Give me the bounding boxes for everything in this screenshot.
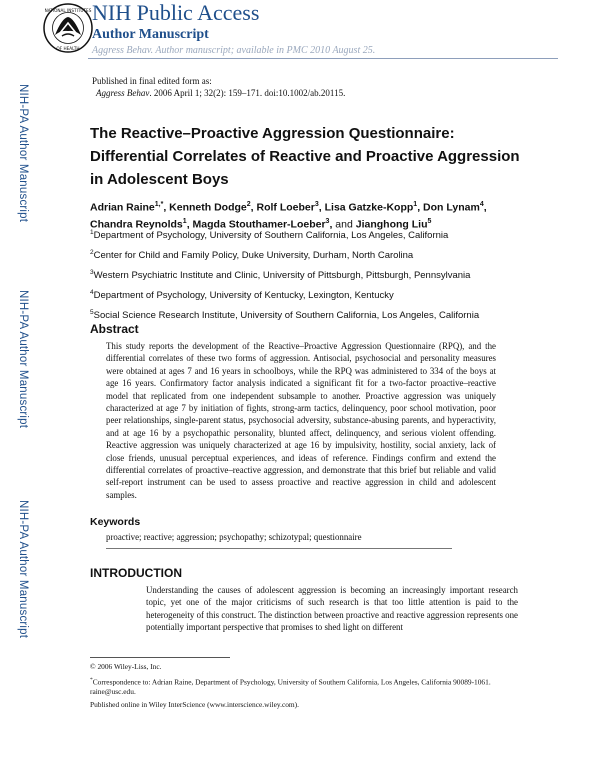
affiliation-num: 2 (90, 249, 94, 256)
author-sup: 1 (182, 217, 187, 225)
footnotes (90, 662, 520, 713)
introduction-text: Understanding the causes of adolescent aggression is becoming an increasingly important research topic, yet one of the major criticisms of such research is that too little attention is paid to the heterogeneity of this construct. The distinction between proactive and reactive aggression represents one potentially important perspective that promises to shed light on different (146, 585, 518, 633)
author-sup: 1,* (154, 201, 164, 208)
correspondence-mark: * (90, 677, 93, 683)
nih-logo-icon (42, 2, 94, 54)
article-title: The Reactive–Proactive Aggression Questionnaire: Differential Correlates of Reactive and Proactive Aggression in Adolescent Boys (90, 125, 520, 188)
sidebar-label: NIH-PA Author Manuscript (17, 84, 29, 223)
authors-and: and (335, 218, 353, 230)
affiliation (90, 305, 560, 325)
affiliation (90, 225, 560, 245)
sidebar-label: NIH-PA Author Manuscript (17, 290, 29, 429)
sidebar-label: NIH-PA Author Manuscript (17, 500, 29, 639)
author-manuscript-label: Author Manuscript (92, 27, 209, 42)
published-online-note: Published online in Wiley InterScience (www.interscience.wiley.com). (90, 700, 299, 710)
keywords-divider (106, 548, 452, 549)
abstract-text: This study reports the development of the Reactive–Proactive Aggression Questionnaire (RPQ), and the differential correlates of these two forms of aggression. Antisocial, psychosocial and personality measures were obtained at ages 7 and 16 years in schoolboys, while the RPQ was administered to 334 of the boys at age 16 years. Confirmatory factor analysis indicated a significant fit for a two-factor proactive–reactive model that replicated from one independent subsample to another. Proactive aggression was uniquely characterized at age 7 by initiation of fights, strong-arm tactics, delinquency, poor school motivation, poor peer relationships, single-parent status, psychosocial adversity, substance-abusing parents, and hyperactivity, and at age 16 by a psychopathic personality, blunted affect, delinquency, and serious violent offending. Reactive aggression was uniquely characterized at age 16 by impulsivity, hostility, social anxiety, lack of close friends, unusual perceptual experiences, and ideas of reference. Findings confirm and extend the differential correlates of proactive–reactive aggression, and demonstrate that this brief but reliable and valid self-report instrument can be used to assess proactive and reactive aggression in child and adolescent samples. (106, 341, 496, 500)
affiliation (90, 245, 560, 265)
published-note: Published in final edited form as: (92, 76, 212, 86)
author-sup: 4 (479, 201, 484, 208)
author-sup: 2 (246, 201, 251, 208)
affiliation-num: 1 (90, 229, 94, 236)
introduction-heading: INTRODUCTION (90, 566, 182, 580)
affiliation (90, 265, 560, 285)
affiliation-num: 3 (90, 269, 94, 276)
author-name: Rolf Loeber (256, 201, 315, 214)
affiliation-text: Social Science Research Institute, University of Southern California, Los Angeles, California (93, 310, 480, 322)
header-divider (88, 58, 558, 59)
author-name: Lisa Gatzke-Kopp (324, 201, 414, 214)
keywords-text: proactive; reactive; aggression; psychopathy; schizotypal; questionnaire (106, 532, 362, 542)
svg-text:NATIONAL INSTITUTES: NATIONAL INSTITUTES (44, 8, 92, 13)
footnote-divider (90, 657, 230, 658)
affiliation-text: Center for Child and Family Policy, Duke University, Durham, North Carolina (93, 250, 414, 262)
affiliation-text: Department of Psychology, University of Southern California, Los Angeles, California (93, 230, 449, 242)
keywords-heading: Keywords (90, 516, 141, 528)
author-name: Adrian Raine (90, 201, 155, 214)
sidebar (0, 0, 40, 776)
author-sup: 3 (314, 201, 319, 208)
author-name: Chandra Reynolds (90, 218, 183, 230)
nih-public-access-title: NIH Public Access (92, 0, 260, 25)
author-name: Don Lynam (423, 201, 480, 214)
affiliation (90, 285, 560, 305)
svg-text:OF HEALTH: OF HEALTH (56, 46, 80, 51)
author-sup: 3 (325, 217, 330, 225)
citation (96, 88, 345, 98)
affiliation-list (90, 225, 560, 325)
citation-text: . 2006 April 1; 32(2): 159–171. doi:10.1002/ab.20115. (149, 88, 346, 98)
affiliation-num: 4 (90, 289, 94, 296)
author-name: Magda Stouthamer-Loeber (192, 218, 326, 230)
author-list: Adrian Raine$^{1,*}$, Kenneth Dodge$^2$, Rolf Loeber$^3$, Lisa Gatzke-Kopp$^1$, Don Lynam$^4$, Chandra Reynolds$^1$, Magda Stouthamer-Loeber$^3$, and Jianghong Liu$^5$ (90, 201, 487, 230)
affiliation-text: Western Psychiatric Institute and Clinic, University of Pittsburgh, Pittsburgh, Pennsylvania (93, 270, 471, 282)
journal-name: Aggress Behav (96, 88, 150, 98)
affiliation-num: 5 (90, 309, 94, 316)
author-sup: 5 (427, 217, 432, 225)
abstract-heading: Abstract (90, 322, 139, 336)
author-name: Jianghong Liu (355, 218, 428, 230)
author-sup: 1 (413, 201, 418, 208)
copyright-note: © 2006 Wiley-Liss, Inc. (90, 662, 162, 671)
author-name: Kenneth Dodge (169, 201, 247, 214)
correspondence-note (90, 675, 520, 697)
availability-note: Aggress Behav. Author manuscript; available in PMC 2010 August 25. (92, 45, 376, 56)
correspondence-text: Correspondence to: Adrian Raine, Department of Psychology, University of Southern California, Los Angeles, California 90089-1061. raine@usc.edu. (90, 677, 491, 697)
affiliation-text: Department of Psychology, University of Kentucky, Lexington, Kentucky (93, 290, 394, 302)
